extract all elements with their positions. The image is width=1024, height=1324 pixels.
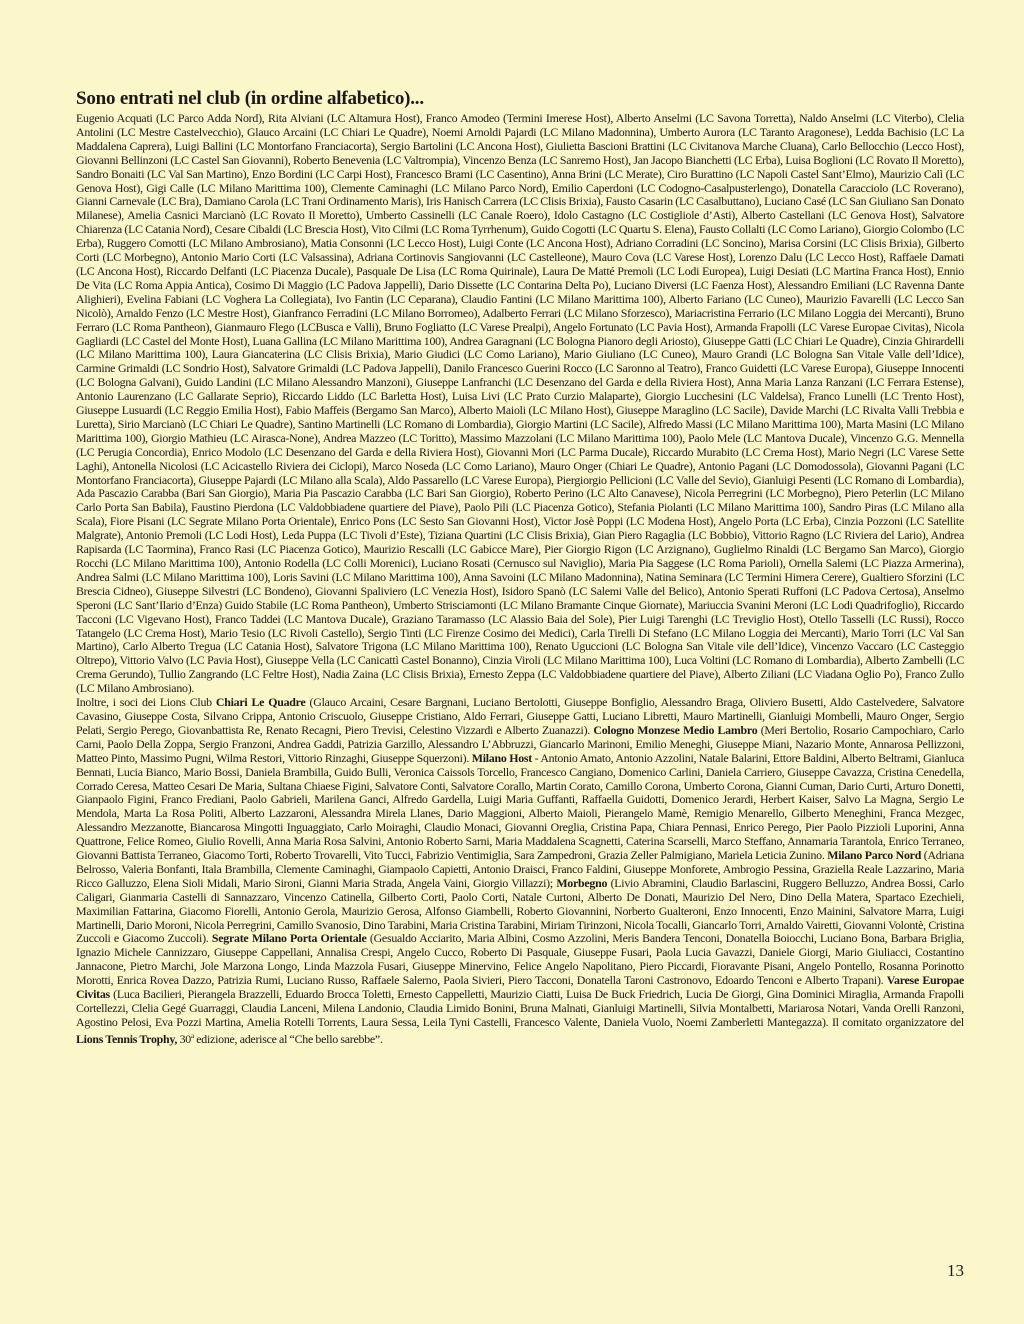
committee-text: Il comitato organizzatore del: [831, 1014, 964, 1029]
club-name: Chiari Le Quadre: [215, 695, 306, 710]
page-number: 13: [947, 1261, 964, 1280]
article-body: [76, 88, 964, 1047]
committee-text-end: edizione, aderisce al “Che bello sarebbe”.: [193, 1031, 383, 1046]
edition-number: 30: [177, 1031, 191, 1046]
new-members-list: Eugenio Acquati (LC Parco Adda Nord), Rita Alviani (LC Altamura Host), Franco Amodeo (Termini Imerese Host), Alberto Anselmi (LC Savona Torretta), Naldo Anselmi (LC Viterbo), Clelia Antolini (LC Mestre Castelvecchio), Glauco Arcaini (LC Chiari Le Quadre), Noemi Arnoldi Pajardi (LC Milano Madonnina), Umberto Aurora (LC Taranto Aragonese), Ledda Bachisio (LC La Maddalena Caprera), Luigi Ballini (LC Montorfano Franciacorta), Sergio Bartolini (LC Ancona Host), Giulietta Bascioni Brattini (LC Civitanova Marche Cluana), Carlo Bellocchio (Lecco Host), Giovanni Bellinzoni (LC Castel San Giovanni), Roberto Benevenia (LC Valtrompia), Vincenzo Benza (LC Sanremo Host), Jan Jacopo Bianchetti (LC Erba), Luisa Boglioni (LC Rovato Il Moretto), Sandro Bonaiti (LC Val San Martino), Enzo Bordini (LC Carpi Host), Francesco Brami (LC Casentino), Anna Brini (LC Merate), Ciro Burattino (LC Napoli Castel Sant’Elmo), Maurizio Calì (LC Genova Host), Gigi Calle (LC Milano Marittima 100), Clemente Caminaghi (LC Milano Parco Nord), Emilio Caperdoni (LC Codogno-Casalpusterlengo), Donatella Caracciolo (LC Roverano), Gianni Carnevale (LC Bra), Damiano Carola (LC Trani Ordinamento Maris), Iris Hanisch Carrera (LC Clisis Brixia), Fausto Casarin (LC Casalbuttano), Luciano Casé (LC San Giuliano San Donato Milanese), Amelia Casnici Marcianò (LC Rovato Il Moretto), Umberto Cassinelli (LC Canale Roero), Idolo Castagno (LC Costigliole d’Asti), Alberto Castellani (LC Genova Host), Salvatore Chiarenza (LC Catania Nord), Cesare Cibaldi (LC Brescia Host), Vito Cilmi (LC Roma Tyrrhenum), Guido Cogotti (LC Quartu S. Elena), Fausto Collalti (LC Como Lariano), Giorgio Colombo (LC Erba), Ruggero Comotti (LC Milano Ambrosiano), Matia Consonni (LC Lecco Host), Luigi Conte (LC Ancona Host), Adriano Corradini (LC Soncino), Marisa Corsini (LC Clisis Brixia), Gilberto Corti (LC Morbegno), Antonio Mario Corti (LC Valsassina), Adriana Cortinovis Sangiovanni (LC Castelleone), Mauro Cova (LC Varese Host), Lorenzo Dalu (LC Lecco Host), Raffaele Damati (LC Ancona Host), Riccardo Delfanti (LC Piacenza Ducale), Pasquale De Lisa (LC Roma Quirinale), Laura De Matté Premoli (LC Lodi Europea), Luigi Desiati (LC Martina Franca Host), Ennio De Vita (LC Roma Appia Antica), Cosimo Di Maggio (LC Padova Jappelli), Dario Dissette (LC Contarina Delta Po), Luciano Diversi (LC Faenza Host), Alessandro Emiliani (LC Ravenna Dante Alighieri), Evelina Fabiani (LC Voghera La Collegiata), Ivo Fantin (LC Ceparana), Claudio Fantini (LC Milano Marittima 100), Alberto Fariano (LC Cuneo), Maurizio Favarelli (LC Lecco San Nicolò), Arnaldo Fenzo (LC Mestre Host), Gianfranco Ferradini (LC Milano Borromeo), Adalberto Ferrari (LC Milano Sforzesco), Mariacristina Ferrario (LC Milano Loggia dei Mercanti), Bruno Ferraro (LC Roma Pantheon), Gianmauro Flego (LCBusca e Valli), Bruno Fogliatto (LC Varese Prealpi), Angelo Fortunato (LC Pavia Host), Armanda Frapolli (LC Varese Europae Civitas), Nicola Gagliardi (LC Castel del Monte Host), Luana Gallina (LC Milano Marittima 100), Andrea Garagnani (LC Bologna Pianoro degli Ariosto), Giuseppe Gatti (LC Chiari Le Quadre), Cinzia Ghirardelli (LC Milano Marittima 100), Laura Giancaterina (LC Clisis Brixia), Mario Giudici (LC Como Lariano), Mario Giuliano (LC Cuneo), Mauro Grandi (LC Bologna San Vitale Valle dell’Idice), Carmine Grimaldi (LC Sondrio Host), Salvatore Grimaldi (LC Padova Jappelli), Danilo Francesco Guerini Rocco (LC Saronno al Teatro), Franco Guidetti (LC Varese Europa), Giuseppe Innocenti (LC Bologna Galvani), Guido Landini (LC Milano Alessandro Manzoni), Giuseppe Lanfranchi (LC Desenzano del Garda e della Riviera Host), Anna Maria Lanza Ranzani (LC Ferrara Estense), Antonio Laurenzano (LC Gallarate Seprio), Riccardo Liddo (LC Barletta Host), Luisa Livi (LC Prato Curzio Malaparte), Giorgio Lucchesini (LC Valdelsa), Franco Lunelli (LC Trento Host), Giuseppe Lusuardi (LC Reggio Emilia Host), Fabio Maffeis (Bergamo San Marco), Alberto Maioli (LC Milano Host), Giuseppe Maraglino (LC Sacile), Davide Marchi (LC Rivalta Valli Trebbia e Luretta), Sirio Marcianò (LC Chiari Le Quadre), Santino Martinelli (LC Romano di Lombardia), Giorgio Martini (LC Sacile), Alfredo Massi (LC Milano Marittima 100), Marta Masini (LC Milano Marittima 100), Giorgio Mathieu (LC Airasca-None), Andrea Mazzeo (LC Toritto), Massimo Mazzolani (LC Milano Marittima 100), Paolo Mele (LC Mantova Ducale), Vincenzo G.G. Mennella (LC Perugia Concordia), Enrico Modolo (LC Desenzano del Garda e della Riviera Host), Giovanni Mori (LC Parma Ducale), Riccardo Murabito (LC Crema Host), Mario Negri (LC Varese Sette Laghi), Antonella Nicolosi (LC Acicastello Riviera dei Ciclopi), Marco Noseda (LC Como Lariano), Mauro Onger (Chiari Le Quadre), Antonio Pagani (LC Domodossola), Giovanni Pagani (LC Montorfano Franciacorta), Giuseppe Pajardi (LC Milano alla Scala), Aldo Passarello (LC Varese Europa), Piergiorgio Pellicioni (LC Valle del Sevio), Gianluigi Pesenti (LC Romano di Lombardia), Ada Pascazio Carabba (Bari San Giorgio), Maria Pia Pascazio Carabba (LC Bari San Giorgio), Roberto Perino (LC Alto Canavese), Nicola Perregrini (LC Morbegno), Piero Peterlin (LC Milano Carlo Porta San Babila), Faustino Pierdona (LC Valdobbiadene quartiere del Piave), Paolo Pili (LC Piacenza Gotico), Stefania Piolanti (LC Milano Marittima 100), Sandro Piras (LC Milano alla Scala), Fiore Pisani (LC Segrate Milano Porta Orientale), Enrico Pons (LC Sesto San Giovanni Host), Victor Josè Poppi (LC Modena Host), Angelo Porta (LC Erba), Cinzia Pozzoni (LC Satellite Malgrate), Antonio Premoli (LC Lodi Host), Leda Puppa (LC Tivoli d’Este), Tiziana Quartini (LC Clisis Brixia), Gian Piero Ragaglia (LC Bobbio), Vittorio Ragno (LC Riviera del Lario), Andrea Rapisarda (LC Taormina), Franco Rasi (LC Piacenza Gotico), Maurizio Rescalli (LC Gabicce Mare), Pier Giorgio Rigon (LC Arzignano), Guglielmo Rinaldi (LC Bergamo San Marco), Giorgio Rocchi (LC Milano Marittima 100), Antonio Rodella (LC Colli Morenici), Luciano Rosati (Cernusco sul Naviglio), Maria Pia Saggese (LC Roma Parioli), Ornella Salemi (LC Piazza Armerina), Andrea Salmi (LC Milano Marittima 100), Loris Savini (LC Milano Marittima 100), Anna Savoini (LC Milano Madonnina), Natina Seminara (LC Termini Himera Cerere), Gualtiero Sforzini (LC Brescia Cidneo), Giuseppe Silvestri (LC Bondeno), Giovanni Spaliviero (LC Venezia Host), Isidoro Spanò (LC Salemi Valle del Belico), Antonio Sperati Ruffoni (LC Padova Certosa), Anselmo Speroni (LC Sant’Ilario d’Enza) Guido Stabile (LC Roma Pantheon), Umberto Strisciamonti (LC Milano Bramante Cinque Giornate), Mariuccia Svanini Meroni (LC Lodi Quadrifoglio), Riccardo Tacconi (LC Vigevano Host), Franco Taddei (LC Mantova Ducale), Graziano Taramasso (LC Alassio Baia del Sole), Pier Luigi Tarenghi (LC Treviglio Host), Otello Tasselli (LC Russi), Rocco Tatangelo (LC Crema Host), Mario Tesio (LC Rivoli Castello), Sergio Tinti (LC Firenze Cosimo dei Medici), Carla Tirelli Di Stefano (LC Milano Loggia dei Mercanti), Mario Torri (LC Val San Martino), Carlo Alberto Tregua (LC Catania Host), Salvatore Trigona (LC Milano Marittima 100), Renato Uguccioni (LC Bologna San Vitale vile dell’Idice), Vincenzo Vaccaro (LC Casteggio Oltrepo), Vittorio Valvo (LC Pavia Host), Giuseppe Vella (LC Canicattì Castel Bonanno), Cinzia Viroli (LC Milano Marittima 100), Luca Voltini (LC Romano di Lombardia), Alberto Zambelli (LC Crema Gerundo), Tullio Zangrando (LC Feltre Host), Nadia Zaina (LC Clisis Brixia), Ernesto Zeppa (LC Valdobbiadene quartiere del Piave), Alberto Ziliani (LC Viadana Oglio Po), Franco Zullo (LC Milano Ambrosiano).: [76, 111, 964, 696]
club-member-list: (Luca Bacilieri, Pierangela Brazzelli, Eduardo Brocca Toletti, Ernesto Cappelletti, Maurizio Ciatti, Luisa De Buck Friedrich, Lucia De Giorgi, Gina Dominici Miraglia, Armanda Frapolli Cortellezzi, Clelia Gegé Guarraggi, Claudia Lanceni, Milena Landonio, Claudia Limido Bonini, Bruna Malnati, Gianluigi Martinelli, Silvia Montalbetti, Mariarosa Notari, Vanda Orelli Ranzoni, Agostino Pelosi, Eva Pozzi Martina, Amelia Rotelli Torrents, Laura Sessa, Leila Tyni Castelli, Francesco Valente, Daniela Vuolo, Noemi Zamberletti Mantegazza).: [76, 987, 964, 1029]
section-heading: Sono entrati nel club (in ordine alfabetico)...: [76, 88, 424, 109]
club-member-list: (Gesualdo Acciarito, Maria Albini, Cosmo Azzolini, Meris Bandera Tenconi, Donatella Boiocchi, Luciano Bona, Barbara Briglia, Ignazio Michele Cannizzaro, Giuseppe Cappellani, Annalisa Crespi, Angelo Cucco, Roberto Di Pasquale, Giuseppe Fusari, Paola Lucia Gavazzi, Daniele Giorgi, Mario Giuliacci, Costantino Jannacone, Pietro Marchi, Jole Marzona Longo, Linda Mazzola Fusari, Giuseppe Minervino, Felice Angelo Napolitano, Piero Piccardi, Fioravante Pisani, Angelo Pontello, Rosanna Porinotto Morotti, Enrica Rovea Dazzo, Patrizia Rumi, Luciano Russo, Raffaele Salerno, Paola Sivieri, Piero Tacconi, Donatella Taroni Castronovo, Edoardo Tenconi e Alberto Trapani).: [76, 931, 965, 988]
club-member-list: (Glauco Arcaini, Cesare Bargnani, Luciano Bertolotti, Giuseppe Bonfiglio, Alessandro Braga, Oliviero Busetti, Aldo Castelvedere, Salvatore Cavasino, Giuseppe Costa, Silvano Crippa, Antonio Criscuolo, Giuseppe Cristiano, Aldo Ferrari, Giuseppe Gatti, Luciano Libretti, Mauro Martinelli, Gianluigi Mombelli, Mauro Onger, Sergio Pelati, Sergio Perego, Giovanbattista Re, Renato Recagni, Piero Trevisi, Celestino Vizzardi e Alberto Zuanazzi).: [76, 695, 964, 737]
club-name: Cologno Monzese Medio Lambro: [593, 722, 758, 737]
trophy-name: Lions Tennis Trophy,: [76, 1031, 178, 1046]
club-members-paragraph: [76, 696, 964, 1047]
club-member-list: (Livio Abramini, Claudio Barlascini, Ruggero Belluzzo, Andrea Bossi, Carlo Caligari, Gianmaria Castelli di Sannazzaro, Vincenzo Catinella, Gilberto Corti, Paolo Corti, Natale Curtoni, Alberto De Donati, Maurizio Del Nero, Dino Della Matera, Spartaco Ezechieli, Maximilian Fattarina, Giacomo Fiorelli, Antonio Gerola, Maurizio Gerosa, Alfonso Giambelli, Roberto Giovannini, Norberto Gualteroni, Enzo Innocenti, Enzo Mainini, Salvatore Marra, Luigi Martinelli, Dario Moroni, Nicola Perregrini, Camillo Svanosio, Dino Tarabini, Maria Cristina Tarabini, Miriam Tirinzoni, Nicola Tocalli, Giancarlo Torri, Arnaldo Vairetti, Giovanni Volontè, Cristina Zuccoli e Giacomo Zuccoli).: [76, 875, 964, 946]
clubs-intro: Inoltre, i soci dei Lions Club: [76, 695, 216, 710]
club-name: Morbegno: [556, 875, 608, 890]
club-member-list: - Antonio Amato, Antonio Azzolini, Natale Balarini, Ettore Baldini, Alberto Beltrami, Gianluca Bennati, Lucia Bianco, Mario Bossi, Daniela Brambilla, Guido Bulli, Veronica Caissols Torcello, Francesco Cangiano, Domenico Carlini, Daniela Carriero, Giuseppe Cavazza, Cristina Cenedella, Corrado Ceresa, Matteo Cesari De Maria, Sultana Chiaese Figini, Salvatore Conti, Salvatore Corallo, Martin Corato, Camillo Corona, Umberto Corona, Gianni Cuman, Dario Curti, Arturo Donetti, Gianpaolo Figini, Franco Frediani, Paolo Gabrieli, Marilena Ganci, Alfredo Gardella, Luigi Maria Guffanti, Raffaella Guidotti, Domenico Jerardi, Herbert Kaiser, Salvo La Magna, Sergio Le Mendola, Marta La Rosa Politi, Alberto Lazzaroni, Alessandra Mirela Llanes, Dario Maggioni, Alberto Maioli, Pierangelo Mamè, Remigio Menarello, Gilberto Meneghini, Franca Mezgec, Alessandro Mezzanotte, Biancarosa Mingotti Inguaggiato, Carlo Moiraghi, Claudio Monaci, Giovanni Oreglia, Cristina Papa, Chiara Pennasi, Enrico Perego, Pier Paolo Pizzioli Luporini, Anna Quattrone, Felice Romeo, Giulio Rovelli, Anna Maria Rosa Salvini, Antonio Roberto Sarni, Maria Maddalena Scagnetti, Caterina Scarselli, Marco Steffano, Annamaria Tarantola, Enrico Terraneo, Giovanni Battista Terraneo, Giacomo Torti, Roberto Trovarelli, Vito Tucci, Fabrizio Ventimiglia, Sara Zampedroni, Grazia Zeller Palmigiano, Mariela Leticia Zunino.: [76, 750, 965, 863]
edition-suffix: a: [190, 1031, 194, 1040]
club-name: Milano Parco Nord: [827, 848, 922, 863]
club-name: Varese Europae Civitas: [76, 973, 964, 1002]
club-member-list: (Adriana Belrosso, Valeria Bonfanti, Itala Brambilla, Clemente Caminaghi, Giampaolo Capietti, Antonio Draisci, Franco Faldini, Giuseppe Monforete, Ambrogio Pessina, Graziella Reale Lazzarino, Maria Ricco Galluzzo, Elena Sioli Midali, Mario Sironi, Gianni Maria Strada, Angela Vaini, Giorgio Villazzi);: [76, 848, 964, 890]
new-members-paragraph: [76, 112, 964, 696]
club-name: Milano Host: [471, 750, 532, 765]
article-text: [76, 112, 964, 1047]
club-member-list: (Meri Bertolio, Rosario Campochiaro, Carlo Carni, Paolo Della Zoppa, Sergio Franzoni, Andrea Gaddi, Patrizia Garzillo, Alessandro L’Abbruzzi, Giancarlo Marinoni, Emilio Meneghi, Giuseppe Miani, Nazario Monte, Annarosa Pellizzoni, Matteo Pinto, Massimo Pugni, Wilma Restori, Vittorio Rinzaghi, Giuseppe Squerzoni).: [76, 722, 964, 765]
club-name: Segrate Milano Porta Orientale: [211, 931, 367, 946]
